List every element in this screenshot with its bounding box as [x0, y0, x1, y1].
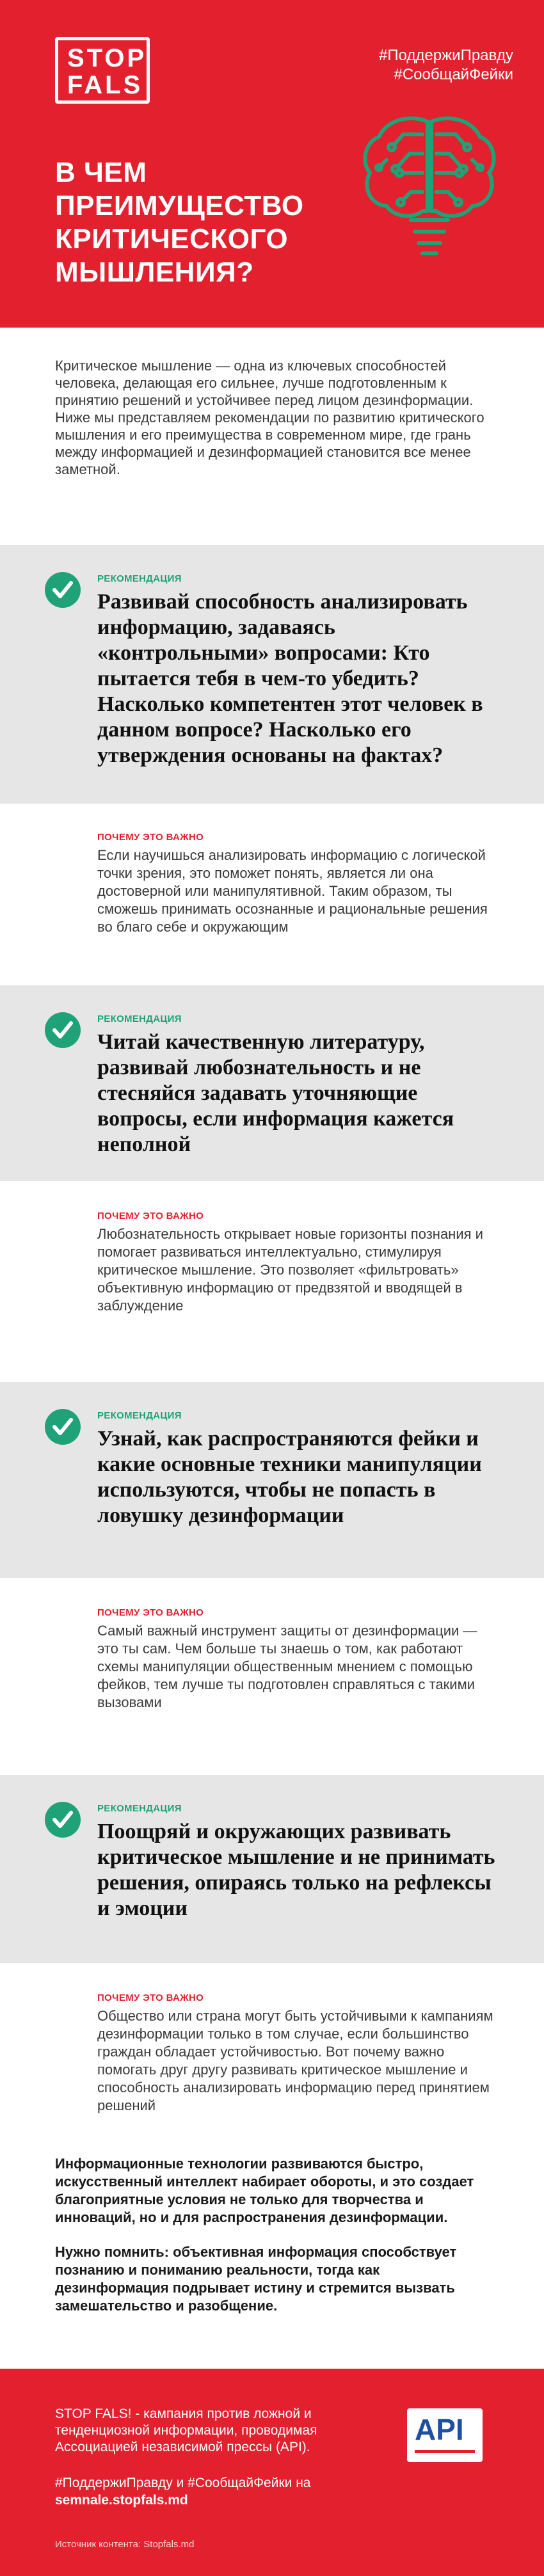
- why-label: ПОЧЕМУ ЭТО ВАЖНО: [97, 1211, 204, 1221]
- why-content: [97, 1607, 498, 1712]
- why-text: Если научишься анализировать информацию с логической точки зрения, это поможет понять, является ли она достоверной или манипулятивной. Таким образом, ты сможешь принимать осознанные и рациональные решения во благо себе и окружающим: [97, 847, 488, 935]
- conclusion: [0, 2155, 544, 2369]
- why-text: Самый важный инструмент защиты от дезинформации — это ты сам. Чем больше ты знаешь о том, как работают схемы манипуляции общественным мнением с помощью фейков, тем лучше ты подготовлен справляться с такими вызовами: [97, 1623, 477, 1710]
- recommendation-content: [97, 1410, 498, 1529]
- recommendation-block-2: [0, 985, 544, 1181]
- hashtag-report-fakes: #СообщайФейки: [394, 66, 513, 83]
- why-label: ПОЧЕМУ ЭТО ВАЖНО: [97, 1607, 204, 1618]
- api-logo: [407, 2408, 483, 2462]
- recommendation-label: РЕКОМЕНДАЦИЯ: [97, 1014, 182, 1024]
- recommendation-block-1: [0, 545, 544, 804]
- footer-hashtags: #ПоддержиПравду и #СообщайФейки на: [55, 2476, 311, 2490]
- why-content: [97, 1211, 498, 1315]
- recommendation-text: Поощряй и окружающих развивать критическое мышление и не принимать решения, опираясь только на рефлексы и эмоции: [97, 1820, 495, 1920]
- recommendation-text: Развивай способность анализировать информацию, задаваясь «контрольными» вопросами: Кто пытается тебя в чем-то убедить? Насколько компетентен этот человек в данном вопросе? Насколько его утверждения основаны на фактах?: [97, 590, 483, 767]
- logo-line-1: STOP: [67, 44, 147, 72]
- why-block-1: [0, 804, 544, 985]
- why-text: Любознательность открывает новые горизонты познания и помогает развиваться интеллектуально, стимулируя критическое мышление. Это позволяет «фильтровать» объективную информацию от предвзятой и вводящей в заблуждение: [97, 1226, 483, 1314]
- api-logo-bar: [415, 2450, 475, 2453]
- logo-line-2: FALS: [67, 71, 143, 99]
- why-content: [97, 1992, 498, 2115]
- recommendation-content: [97, 573, 498, 768]
- checkmark-icon: [45, 1409, 81, 1445]
- intro-paragraph: Критическое мышление — одна из ключевых способностей человека, делающая его сильнее, лучше подготовленным к принятию решений и устойчивее перед лицом дезинформации. Ниже мы представляем рекомендации по развитию критического мышления и его преимущества в современном мире, где грань между информацией и дезинформацией становится все менее заметной.: [55, 358, 484, 477]
- why-label: ПОЧЕМУ ЭТО ВАЖНО: [97, 832, 204, 843]
- why-content: [97, 832, 498, 936]
- hashtag-support-truth: #ПоддержиПравду: [378, 47, 513, 64]
- recommendation-text: Узнай, как распространяются фейки и какие основные техники манипуляции используются, чтобы не попасть в ловушку дезинформации: [97, 1427, 482, 1527]
- recommendation-label: РЕКОМЕНДАЦИЯ: [97, 1410, 182, 1421]
- conclusion-paragraph-1: Информационные технологии развиваются быстро, искусственный интеллект набирает обороты, и это создает благоприятные условия не только для творчества и инноваций, но и для распространения дезинформации.: [55, 2156, 474, 2225]
- stopfals-logo: [55, 37, 150, 104]
- brain-lightbulb-icon: [358, 109, 500, 282]
- page-title: В ЧЕМ ПРЕИМУЩЕСТВО КРИТИЧЕСКОГО МЫШЛЕНИЯ?: [55, 157, 304, 288]
- recommendation-block-3: [0, 1382, 544, 1578]
- checkmark-icon: [45, 572, 81, 608]
- why-label: ПОЧЕМУ ЭТО ВАЖНО: [97, 1992, 204, 2003]
- campaign-description: STOP FALS! - кампания против ложной и тенденциозной информации, проводимая Ассоциацией независимой прессы (API).: [55, 2406, 317, 2454]
- why-block-2: [0, 1181, 544, 1382]
- header: [0, 0, 544, 328]
- why-block-4: [0, 1963, 544, 2155]
- why-block-3: [0, 1578, 544, 1775]
- why-text: Общество или страна могут быть устойчивыми к кампаниям дезинформации только в том случае, если большинство граждан обладает устойчивостью. Вот почему важно помогать друг другу развивать критическое мышление и способность анализировать информацию перед принятием решений: [97, 2008, 493, 2113]
- recommendation-text: Читай качественную литературу, развивай любознательность и не стесняйся задавать уточняющие вопросы, если информация кажется неполной: [97, 1030, 454, 1156]
- recommendation-content: [97, 1014, 498, 1157]
- recommendation-label: РЕКОМЕНДАЦИЯ: [97, 1803, 182, 1814]
- hashtags: [379, 46, 513, 84]
- api-logo-text: API: [415, 2413, 464, 2446]
- checkmark-icon: [45, 1012, 81, 1048]
- conclusion-paragraph-2: Нужно помнить: объективная информация способствует познанию и пониманию реальности, тогда как дезинформация подрывает истину и стремится вызвать замешательство и разобщение.: [55, 2244, 457, 2314]
- checkmark-icon: [45, 1802, 81, 1838]
- recommendation-content: [97, 1803, 498, 1921]
- content-source: Источник контента: Stopfals.md: [55, 2539, 195, 2550]
- footer: [0, 2369, 544, 2576]
- site-link[interactable]: semnale.stopfals.md: [55, 2493, 188, 2508]
- recommendation-block-4: [0, 1775, 544, 1963]
- recommendation-label: РЕКОМЕНДАЦИЯ: [97, 573, 182, 584]
